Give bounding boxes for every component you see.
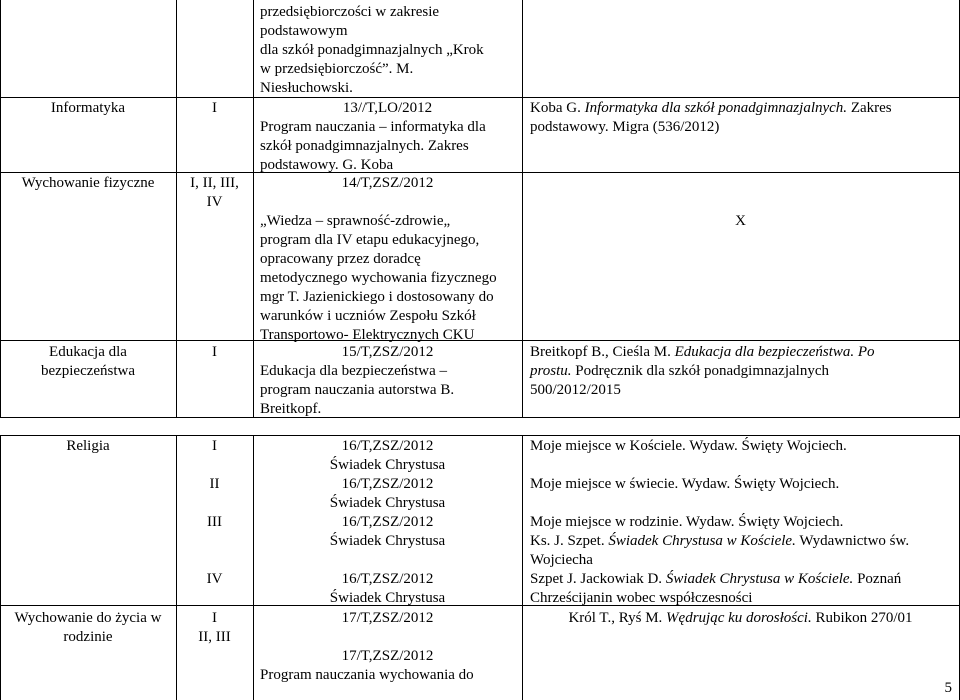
program-title: Świadek Chrystusa bbox=[329, 495, 446, 511]
class-levels: I bbox=[212, 100, 217, 116]
program-number: 14/T,ZSZ/2012 bbox=[341, 175, 434, 191]
subject-name: Edukacja dla bbox=[49, 344, 127, 360]
subject-name: Religia bbox=[66, 438, 110, 454]
textbook-line: Moje miejsce w Kościele. Wydaw. Święty Wojciech. bbox=[530, 438, 847, 454]
program-text-line: „Wiedza – sprawność-zdrowie„ bbox=[260, 213, 451, 229]
program-text-line: podstawowy. G. Koba bbox=[260, 157, 394, 173]
program-title: Świadek Chrystusa bbox=[329, 533, 446, 549]
program-text-line: metodycznego wychowania fizycznego bbox=[260, 270, 497, 286]
textbook-author: Szpet J. Jackowiak D. bbox=[530, 571, 666, 587]
subject-name: rodzinie bbox=[63, 629, 113, 645]
class-levels: I, II, III, bbox=[190, 175, 239, 191]
subject-name: Informatyka bbox=[50, 100, 126, 116]
textbook-author: Ks. J. Szpet. bbox=[530, 533, 609, 549]
rule bbox=[0, 97, 959, 98]
program-text-line: warunków i uczniów Zespołu Szkół bbox=[260, 308, 476, 324]
class-levels: II, III bbox=[198, 629, 231, 645]
program-text-line: dla szkół ponadgimnazjalnych „Krok bbox=[260, 42, 484, 58]
program-number: 16/T,ZSZ/2012 bbox=[341, 438, 434, 454]
program-number: 17/T,ZSZ/2012 bbox=[341, 610, 434, 626]
rule bbox=[0, 435, 1, 700]
textbook-detail: Poznań bbox=[853, 571, 902, 587]
program-text-line: Program nauczania – informatyka dla bbox=[260, 119, 486, 135]
class-levels: I bbox=[212, 344, 217, 360]
program-number: 16/T,ZSZ/2012 bbox=[341, 476, 434, 492]
subject-name: bezpieczeństwa bbox=[40, 363, 136, 379]
textbook-detail: Wydawnictwo św. bbox=[795, 533, 910, 549]
rule bbox=[0, 172, 959, 173]
program-number: 17/T,ZSZ/2012 bbox=[341, 648, 434, 664]
program-title: Świadek Chrystusa bbox=[329, 590, 446, 606]
textbook-line: Moje miejsce w rodzinie. Wydaw. Święty Wojciech. bbox=[530, 514, 844, 530]
class-levels: III bbox=[207, 514, 222, 530]
textbook-author: Koba G. bbox=[530, 100, 585, 116]
textbook-line: Chrześcijanin wobec współczesności bbox=[530, 590, 753, 606]
rule bbox=[522, 435, 523, 700]
textbook-title: Wędrując ku dorosłości. bbox=[666, 610, 812, 626]
textbook-line bbox=[530, 362, 829, 381]
class-levels: IV bbox=[206, 194, 223, 210]
class-levels: I bbox=[212, 610, 217, 626]
page-number: 5 bbox=[944, 680, 952, 696]
textbook-line: Moje miejsce w świecie. Wydaw. Święty Wojciech. bbox=[530, 476, 840, 492]
class-levels: IV bbox=[206, 571, 223, 587]
textbook-line bbox=[530, 532, 909, 551]
program-text-line: Transportowo- Elektrycznych CKU bbox=[260, 327, 475, 343]
textbook-detail: Rubikon 270/01 bbox=[811, 610, 913, 626]
textbook-title: Edukacja dla bezpieczeństwa. Po bbox=[674, 344, 875, 360]
rule bbox=[0, 417, 959, 418]
textbook-line bbox=[530, 570, 901, 589]
program-text-line: przedsiębiorczości w zakresie bbox=[260, 4, 440, 20]
rule bbox=[0, 340, 959, 341]
subject-name: Wychowanie fizyczne bbox=[21, 175, 155, 191]
program-text-line: program nauczania autorstwa B. bbox=[260, 382, 455, 398]
textbook-line bbox=[522, 609, 959, 628]
textbook-line bbox=[530, 343, 875, 362]
textbook-line: Wojciecha bbox=[530, 552, 593, 568]
program-text-line: Breitkopf. bbox=[260, 401, 322, 417]
rule bbox=[522, 0, 523, 418]
program-text-line: Niesłuchowski. bbox=[260, 80, 353, 96]
program-title: Świadek Chrystusa bbox=[329, 457, 446, 473]
textbook-line: podstawowy. Migra (536/2012) bbox=[530, 119, 720, 135]
program-number: 16/T,ZSZ/2012 bbox=[341, 514, 434, 530]
rule bbox=[0, 435, 959, 436]
subject-name: Wychowanie do życia w bbox=[14, 610, 162, 626]
program-text-line: mgr T. Jazienickiego i dostosowany do bbox=[260, 289, 494, 305]
program-text-line: opracowany przez doradcę bbox=[260, 251, 421, 267]
program-text-line: podstawowym bbox=[260, 23, 348, 39]
class-levels: I bbox=[212, 438, 217, 454]
textbook-line: 500/2012/2015 bbox=[530, 382, 621, 398]
program-text-line: szkół ponadgimnazjalnych. Zakres bbox=[260, 138, 469, 154]
program-number: 16/T,ZSZ/2012 bbox=[341, 571, 434, 587]
class-levels: II bbox=[209, 476, 220, 492]
program-text-line: w przedsiębiorczość”. M. bbox=[260, 61, 414, 77]
textbook-title: Świadek Chrystusa w Kościele. bbox=[665, 571, 854, 587]
textbook-title: prostu. bbox=[530, 363, 572, 379]
textbook-detail: Zakres bbox=[847, 100, 892, 116]
program-text-line: Edukacja dla bezpieczeństwa – bbox=[260, 363, 447, 379]
textbook-author: Breitkopf B., Cieśla M. bbox=[530, 344, 675, 360]
program-number: 13//T,LO/2012 bbox=[342, 100, 433, 116]
textbook-none-mark: X bbox=[735, 213, 746, 229]
textbook-title: Świadek Chrystusa w Kościele. bbox=[608, 533, 796, 549]
textbook-line bbox=[530, 99, 892, 118]
program-number: 15/T,ZSZ/2012 bbox=[341, 344, 434, 360]
program-text-line: Program nauczania wychowania do bbox=[260, 667, 474, 683]
textbook-author: Król T., Ryś M. bbox=[568, 610, 667, 626]
textbook-title: Informatyka dla szkół ponadgimnazjalnych. bbox=[584, 100, 848, 116]
program-text-line: program dla IV etapu edukacyjnego, bbox=[260, 232, 480, 248]
textbook-detail: Podręcznik dla szkół ponadgimnazjalnych bbox=[571, 363, 829, 379]
